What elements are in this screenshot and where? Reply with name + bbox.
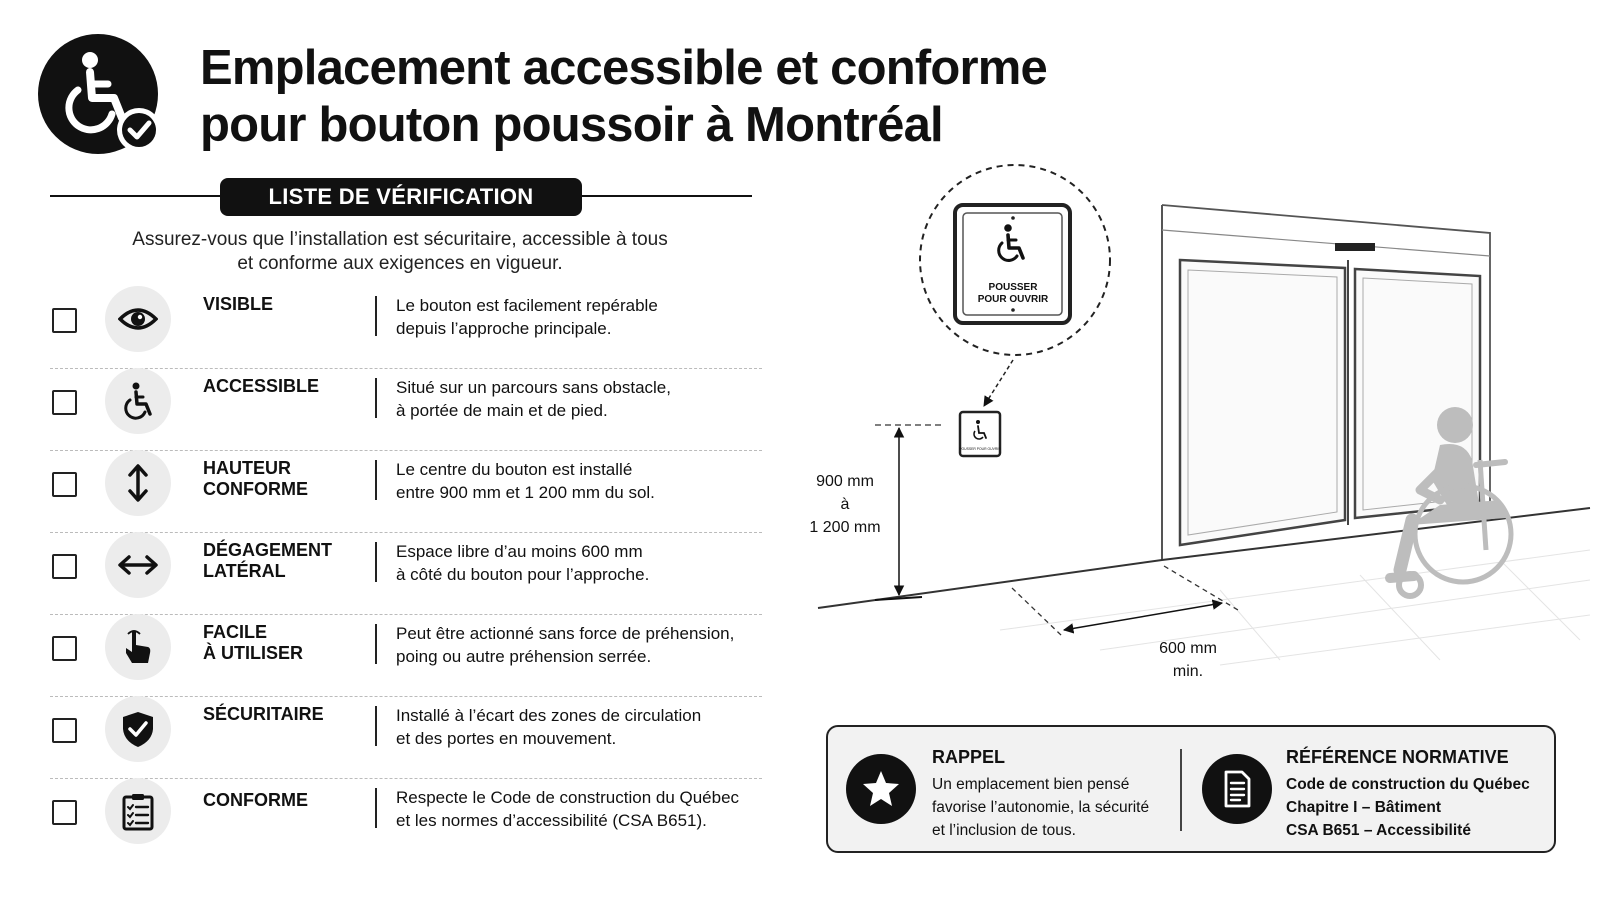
title-line-2: pour bouton poussoir à Montréal <box>200 98 943 152</box>
label-line-1: FACILE <box>203 622 268 642</box>
vertical-arrows-icon <box>118 463 158 503</box>
shield-check-icon <box>118 709 158 749</box>
height-label-line-3: 1 200 mm <box>809 519 881 536</box>
reference-line-1: Code de construction du Québec <box>1286 776 1530 793</box>
icon-circle <box>105 450 171 516</box>
checklist-item-securitaire <box>50 696 762 779</box>
icon-circle <box>105 532 171 598</box>
small-push-button <box>959 412 1001 456</box>
small-sign-text: POUSSER POUR OUVRIR <box>959 447 1001 451</box>
checklist-intro <box>60 228 740 276</box>
column-separator <box>375 706 377 746</box>
reference-title: RÉFÉRENCE NORMATIVE <box>1286 747 1509 767</box>
desc-line-2: et des portes en mouvement. <box>396 729 617 748</box>
column-separator <box>375 542 377 582</box>
checkbox-hauteur[interactable] <box>52 472 77 497</box>
checklist-label <box>203 790 363 811</box>
reminder-line-2: favorise l’autonomie, la sécurité <box>932 799 1150 816</box>
desc-line-1: Le bouton est facilement repérable <box>396 296 658 315</box>
column-separator <box>375 460 377 500</box>
sign-text-line-2: POUR OUVRIR <box>977 294 1049 305</box>
label-line-2: À UTILISER <box>203 643 304 663</box>
icon-circle <box>105 286 171 352</box>
checklist-description <box>396 704 766 750</box>
push-to-open-sign <box>955 205 1070 323</box>
floor-tiles <box>1000 550 1590 665</box>
desc-line-1: Situé sur un parcours sans obstacle, <box>396 378 671 397</box>
clearance-label-line-1: 600 mm <box>1159 640 1217 657</box>
pointing-hand-icon <box>118 627 158 667</box>
clearance-dimension-arrow <box>1064 603 1222 630</box>
intro-line-2: et conforme aux exigences en vigueur. <box>237 253 563 274</box>
label-line-2: CONFORME <box>203 479 308 499</box>
height-dimension-label <box>800 470 890 539</box>
desc-line-1: Le centre du bouton est installé <box>396 460 633 479</box>
checklist-description <box>396 458 766 504</box>
eye-icon <box>118 299 158 339</box>
column-separator <box>375 296 377 336</box>
checklist-label <box>203 622 363 664</box>
checklist-item-conforme <box>50 778 762 860</box>
sign-text-line-1: POUSSER <box>988 282 1038 293</box>
desc-line-2: depuis l’approche principale. <box>396 319 612 338</box>
wheelchair-icon <box>118 381 158 421</box>
checklist-description <box>396 376 766 422</box>
desc-line-2: à portée de main et de pied. <box>396 401 608 420</box>
label-line-1: VISIBLE <box>203 294 274 314</box>
label-line-1: DÉGAGEMENT <box>203 540 333 560</box>
star-icon <box>859 767 903 811</box>
checkbox-conforme[interactable] <box>52 800 77 825</box>
icon-circle <box>105 778 171 844</box>
pointer-arrow <box>984 360 1013 406</box>
title-line-1: Emplacement accessible et conforme <box>200 41 1048 95</box>
desc-line-1: Peut être actionné sans force de préhension, <box>396 624 735 643</box>
desc-line-1: Espace libre d’au moins 600 mm <box>396 542 643 561</box>
checklist-label <box>203 704 363 725</box>
desc-line-1: Respecte le Code de construction du Québec <box>396 788 740 807</box>
reference-text <box>1286 773 1548 842</box>
checkbox-securitaire[interactable] <box>52 718 77 743</box>
column-separator <box>375 378 377 418</box>
checklist-item-facile <box>50 614 762 697</box>
height-label-line-2: à <box>840 496 850 513</box>
page-title <box>200 40 1047 154</box>
checklist-label <box>203 458 363 500</box>
desc-line-2: à côté du bouton pour l’approche. <box>396 565 650 584</box>
box-divider <box>1180 749 1182 831</box>
column-separator <box>375 624 377 664</box>
clearance-right-line <box>1164 566 1238 610</box>
icon-circle <box>105 368 171 434</box>
accessible-check-icon <box>38 34 162 158</box>
checklist-description <box>396 294 766 340</box>
clearance-dimension-label <box>1138 637 1238 683</box>
intro-line-1: Assurez-vous que l’installation est sécuritaire, accessible à tous <box>132 229 668 250</box>
checkbox-accessible[interactable] <box>52 390 77 415</box>
checklist-description <box>396 540 766 586</box>
reminder-title: RAPPEL <box>932 747 1006 767</box>
reminder-text <box>932 773 1177 842</box>
checklist-item-degagement <box>50 532 762 615</box>
clearance-label-line-2: min. <box>1172 663 1204 680</box>
label-line-1: SÉCURITAIRE <box>203 704 324 724</box>
checklist-description <box>396 786 766 832</box>
clipboard-icon <box>118 791 158 831</box>
door-sensor <box>1335 243 1375 251</box>
icon-circle <box>105 614 171 680</box>
checklist-item-hauteur <box>50 450 762 533</box>
entrance-illustration <box>800 160 1600 700</box>
checkbox-degagement[interactable] <box>52 554 77 579</box>
checkbox-facile[interactable] <box>52 636 77 661</box>
reminder-icon-circle <box>846 754 916 824</box>
reference-line-3: CSA B651 – Accessibilité <box>1286 822 1471 839</box>
height-label-line-1: 900 mm <box>816 473 874 490</box>
reference-line-2: Chapitre I – Bâtiment <box>1286 799 1442 816</box>
icon-circle <box>105 696 171 762</box>
column-separator <box>375 788 377 828</box>
checklist-description <box>396 622 766 668</box>
checklist-item-accessible <box>50 368 762 451</box>
checklist-label <box>203 540 363 582</box>
desc-line-2: et les normes d’accessibilité (CSA B651). <box>396 811 707 830</box>
checklist-label <box>203 376 363 397</box>
label-line-1: HAUTEUR <box>203 458 291 478</box>
info-box <box>826 725 1556 853</box>
label-line-1: CONFORME <box>203 790 308 810</box>
reminder-line-1: Un emplacement bien pensé <box>932 776 1130 793</box>
desc-line-2: poing ou autre préhension serrée. <box>396 647 652 666</box>
reminder-line-3: et l’inclusion de tous. <box>932 822 1076 839</box>
reference-icon-circle <box>1202 754 1272 824</box>
checklist-heading: LISTE DE VÉRIFICATION <box>220 178 582 216</box>
label-line-1: ACCESSIBLE <box>203 376 320 396</box>
checklist-item-visible <box>50 286 762 369</box>
desc-line-1: Installé à l’écart des zones de circulation <box>396 706 702 725</box>
desc-line-2: entre 900 mm et 1 200 mm du sol. <box>396 483 655 502</box>
clearance-left-line <box>1012 588 1062 636</box>
checklist-label <box>203 294 363 315</box>
horizontal-arrows-icon <box>118 545 158 585</box>
label-line-2: LATÉRAL <box>203 561 286 581</box>
checkbox-visible[interactable] <box>52 308 77 333</box>
document-icon <box>1215 767 1259 811</box>
